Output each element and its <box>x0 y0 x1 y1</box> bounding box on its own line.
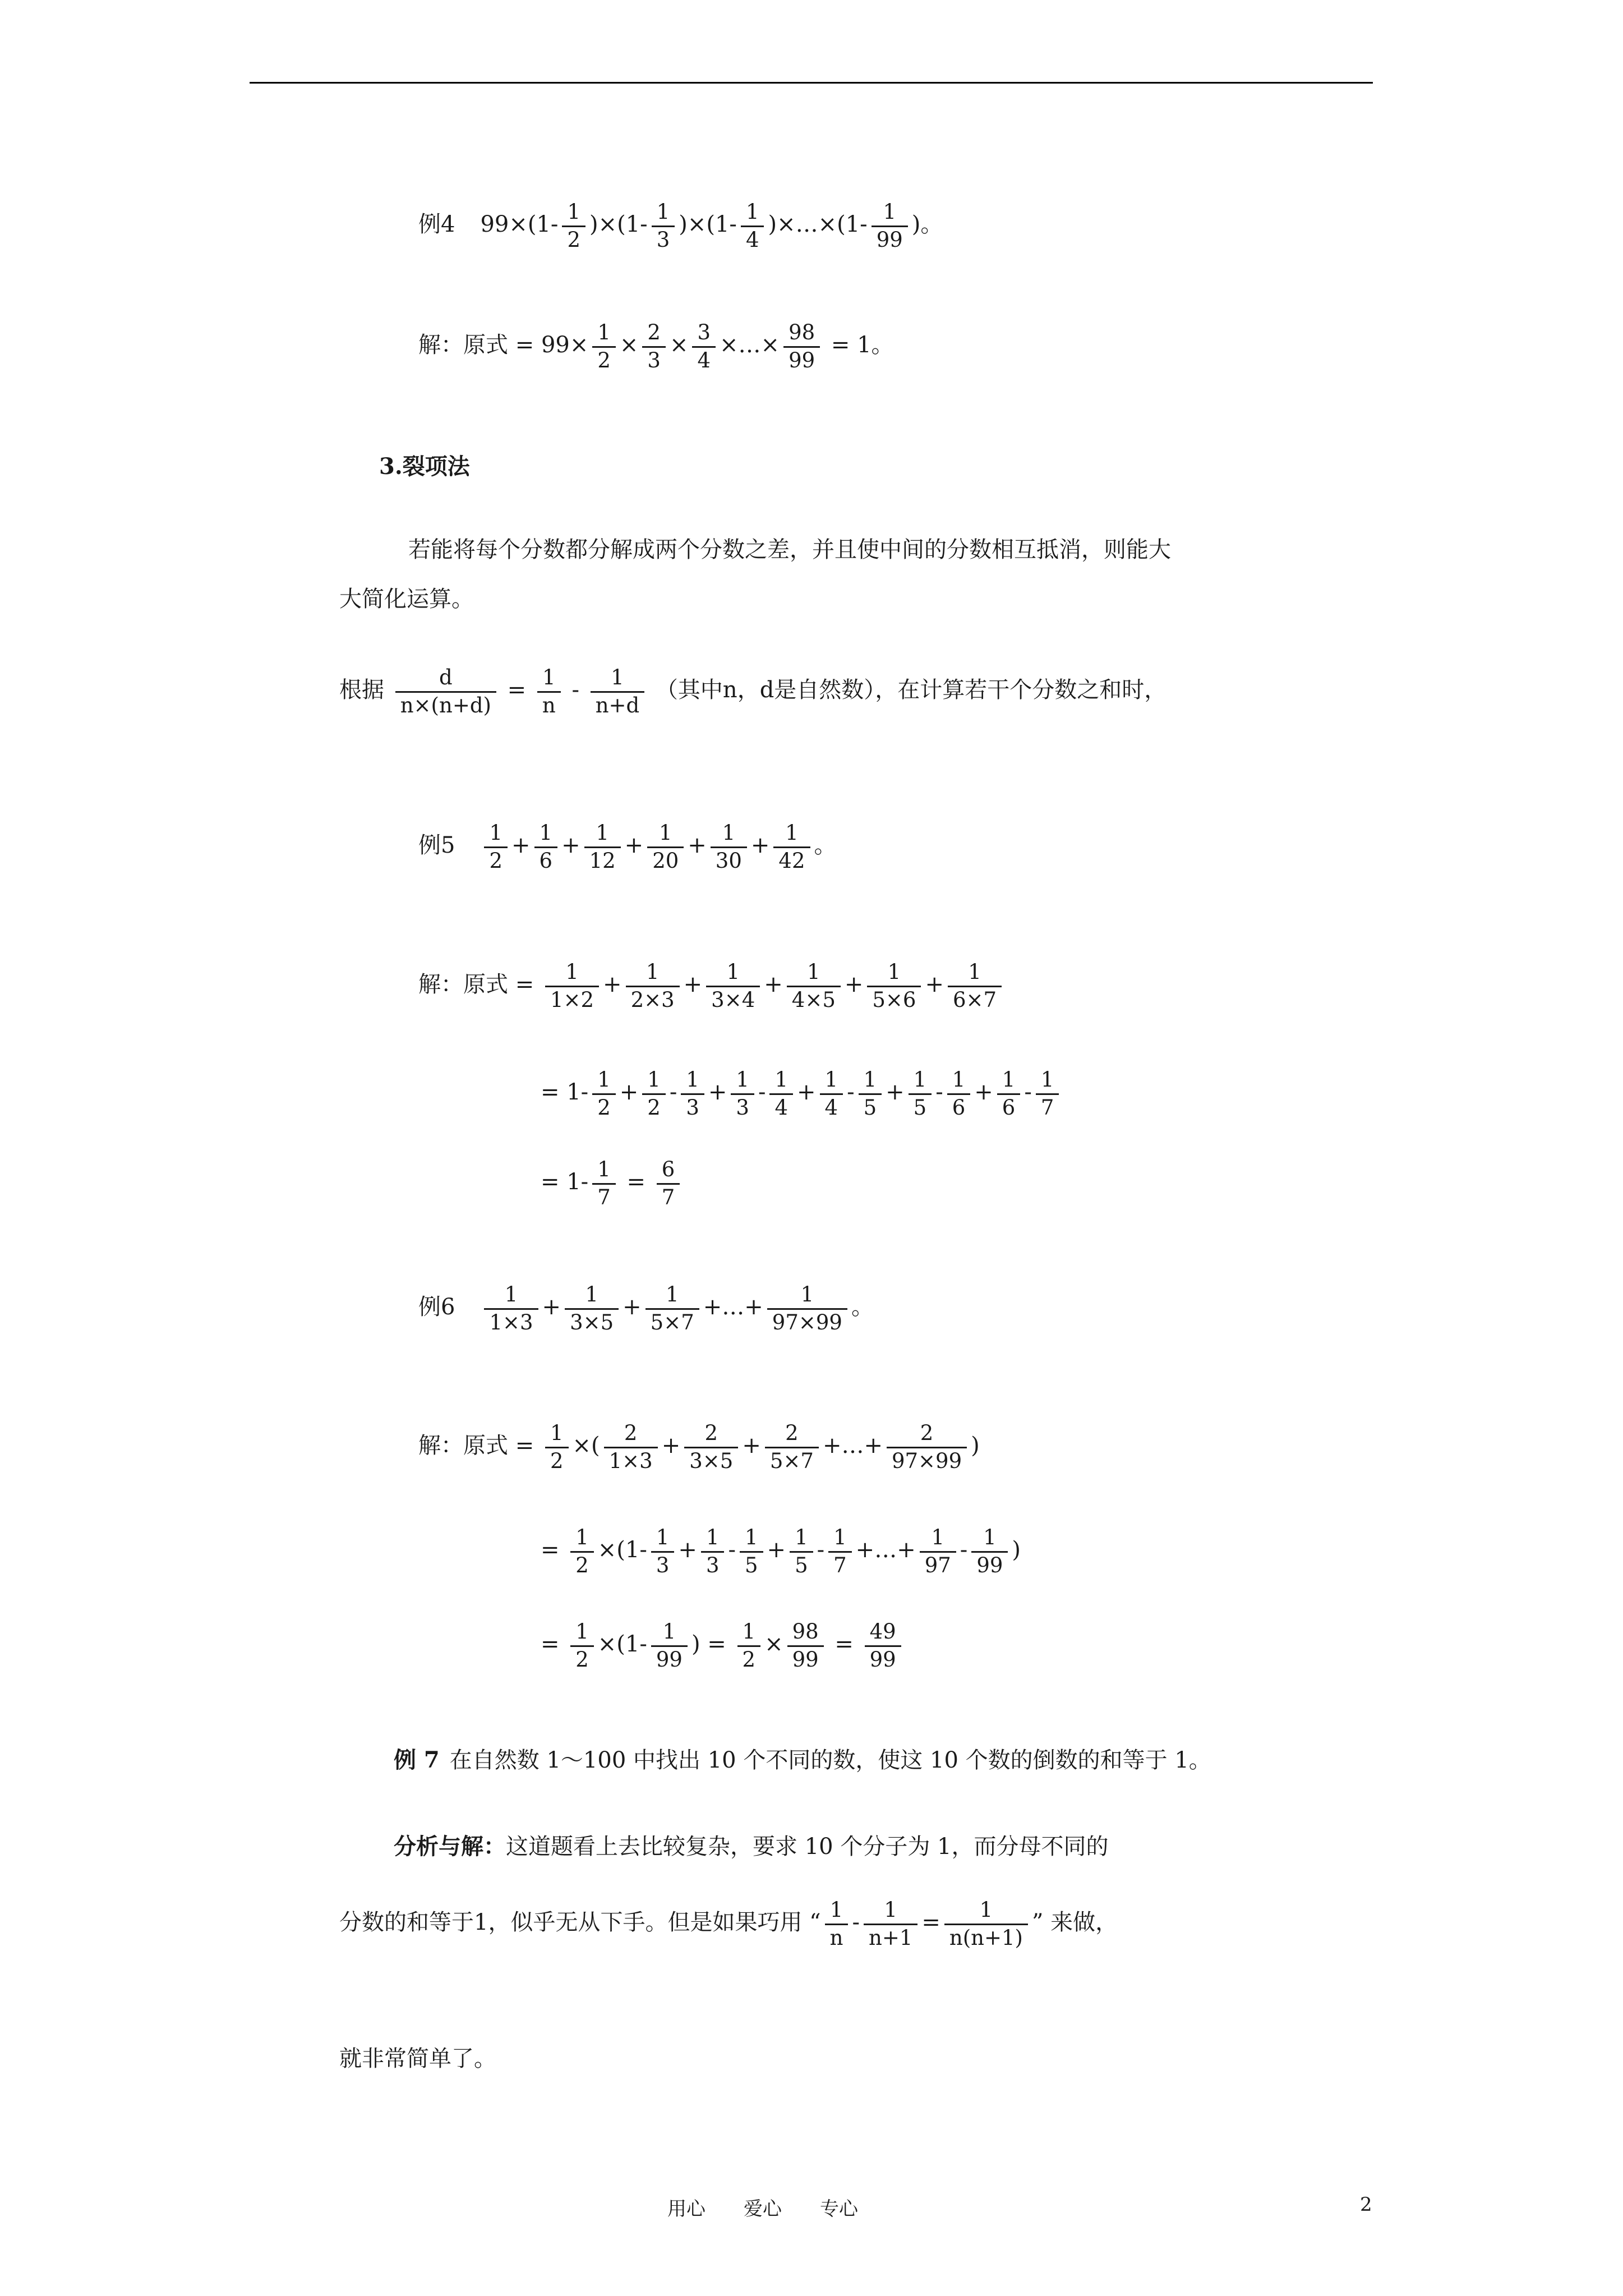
fraction: $\frac{1}{97\times 99}$ <box>767 1282 847 1336</box>
fraction: $\frac{1}{5}$ <box>859 1067 882 1121</box>
example6-solution-line: 解：原式 = $\frac{1}{2}$ ×( $\frac{2}{1\times 3}$ + $\frac{2}{3\times 5}$ + $\frac{2}{5\times 7}$ +…+ $\frac{2}{97\times 99}$ ) <box>418 1420 980 1474</box>
fraction: $\frac{49}{99}$ <box>865 1619 901 1673</box>
fraction: $\frac{1}{n(n+1)}$ <box>944 1897 1028 1951</box>
example7-analysis-line2: 分数的和等于1，似乎无从下手。但是如果巧用 “ $\frac{1}{n}$ - $\frac{1}{n+1}$ = $\frac{1}{n(n+1)}$ ” 来做， <box>339 1897 1118 1951</box>
example5-label: 例5 <box>418 832 455 859</box>
fraction: $\frac{1}{5\times 7}$ <box>645 1282 699 1336</box>
fraction: $\frac{1}{2}$ <box>592 1067 616 1121</box>
fraction: $\frac{1}{30}$ <box>711 820 747 874</box>
fraction: $\frac{1}{2}$ <box>545 1420 569 1474</box>
fraction: $\frac{1}{1\times 3}$ <box>484 1282 538 1336</box>
example7-label: 例 7 <box>394 1747 440 1773</box>
page-number: 2 <box>1360 2193 1372 2216</box>
fraction: $\frac{1}{97}$ <box>920 1525 956 1579</box>
example6-solution-line: = $\frac{1}{2}$ ×(1- $\frac{1}{99}$ ) = $\frac{1}{2}$ × $\frac{98}{99}$ = $\frac{49}{99}$ <box>541 1619 905 1673</box>
example6-solution-line: = $\frac{1}{2}$ ×(1- $\frac{1}{3}$ + $\frac{1}{3}$ - $\frac{1}{5}$ + $\frac{1}{5}$ - $\frac{1}{7}$ +…+ $\frac{1}{97}$ - $\frac{1}{99}$ ) <box>541 1525 1021 1579</box>
fraction: $\frac{1}{20}$ <box>647 820 684 874</box>
example7-problem-text: 在自然数 1～100 中找出 10 个不同的数，使这 10 个数的倒数的和等于 1。 <box>449 1747 1211 1773</box>
fraction: $\frac{1}{2}$ <box>570 1525 594 1579</box>
fraction: $\frac{1}{2}$ <box>570 1619 594 1673</box>
fraction: $\frac{1}{7}$ <box>1036 1067 1059 1121</box>
fraction: $\frac{1}{5}$ <box>790 1525 813 1579</box>
fraction: $\frac{6}{7}$ <box>657 1157 680 1211</box>
example4-expression: 99×(1- $\frac{1}{2}$ )×(1- $\frac{1}{3}$ )×(1- $\frac{1}{4}$ )×…×(1- $\frac{1}{99}$ )。 <box>480 211 943 237</box>
fraction: $\frac{1}{n}$ <box>537 665 561 719</box>
fraction: $\frac{1}{3}$ <box>701 1525 725 1579</box>
fraction: $\frac{1}{n+1}$ <box>864 1897 917 1951</box>
fraction: $\frac{1}{42}$ <box>773 820 810 874</box>
fraction: $\frac{1}{2\times 3}$ <box>626 959 680 1013</box>
example7-analysis-line3: 就非常简单了。 <box>339 2046 496 2072</box>
fraction: $\frac{1}{99}$ <box>872 199 908 253</box>
fraction: $\frac{1}{3\times 5}$ <box>565 1282 619 1336</box>
fraction: $\frac{1}{1\times 2}$ <box>545 959 599 1013</box>
footer-motto: 用心 爱心 专心 <box>667 2198 858 2220</box>
example5-expression: $\frac{1}{2}$ + $\frac{1}{6}$ + $\frac{1}{12}$ + $\frac{1}{20}$ + $\frac{1}{30}$ + $\frac{1}{42}$ 。 <box>480 832 836 858</box>
fraction: $\frac{1}{5}$ <box>740 1525 763 1579</box>
fraction: $\frac{1}{12}$ <box>584 820 621 874</box>
example5-solution-line: 解：原式 = $\frac{1}{1\times 2}$ + $\frac{1}{2\times 3}$ + $\frac{1}{3\times 4}$ + $\frac{1}{4\times 5}$ + $\frac{1}{5\times 6}$ + $\frac{1}{6\times 7}$ <box>418 959 1006 1013</box>
fraction: $\frac{d}{n\times(n+d)}$ <box>395 665 496 719</box>
example5-solution-line: = 1- $\frac{1}{7}$ = $\frac{6}{7}$ <box>541 1157 684 1211</box>
fraction: $\frac{1}{3}$ <box>651 1525 675 1579</box>
example4-solution: 解：原式 = 99× $\frac{1}{2}$ × $\frac{2}{3}$ × $\frac{3}{4}$ ×…× $\frac{98}{99}$ = 1。 <box>418 320 894 374</box>
fraction: $\frac{1}{2}$ <box>737 1619 761 1673</box>
example6-problem <box>418 1282 874 1336</box>
fraction: $\frac{1}{n+d}$ <box>591 665 645 719</box>
header-rule <box>250 82 1373 84</box>
fraction: $\frac{98}{99}$ <box>787 1619 824 1673</box>
fraction: $\frac{1}{6}$ <box>997 1067 1021 1121</box>
fraction: $\frac{1}{3}$ <box>652 199 675 253</box>
section3-formula: 根据 $\frac{d}{n\times(n+d)}$ = $\frac{1}{n}$ - $\frac{1}{n+d}$ （其中n，d是自然数），在计算若干个分数之和时， <box>339 665 1166 719</box>
example7-problem <box>394 1743 1211 1777</box>
fraction: $\frac{1}{7}$ <box>828 1525 852 1579</box>
fraction: $\frac{2}{5\times 7}$ <box>765 1420 819 1474</box>
example6-expression: $\frac{1}{1\times 3}$ + $\frac{1}{3\times 5}$ + $\frac{1}{5\times 7}$ +…+ $\frac{1}{97\times 99}$ 。 <box>480 1294 874 1320</box>
fraction: $\frac{1}{2}$ <box>642 1067 666 1121</box>
fraction: $\frac{1}{3\times 4}$ <box>706 959 760 1013</box>
fraction: $\frac{1}{4\times 5}$ <box>787 959 841 1013</box>
fraction: $\frac{1}{6}$ <box>947 1067 971 1121</box>
fraction: $\frac{1}{3}$ <box>731 1067 754 1121</box>
section3-heading: 3.裂项法 <box>379 453 470 480</box>
fraction: $\frac{2}{3\times 5}$ <box>684 1420 738 1474</box>
fraction: $\frac{98}{99}$ <box>783 320 820 374</box>
fraction: $\frac{1}{2}$ <box>562 199 585 253</box>
fraction: $\frac{2}{1\times 3}$ <box>604 1420 658 1474</box>
fraction: $\frac{1}{99}$ <box>971 1525 1008 1579</box>
example5-solution-line: = 1- $\frac{1}{2}$ + $\frac{1}{2}$ - $\frac{1}{3}$ + $\frac{1}{3}$ - $\frac{1}{4}$ + $\frac{1}{4}$ - $\frac{1}{5}$ + $\frac{1}{5}$ - $\frac{1}{6}$ + $\frac{1}{6}$ - $\frac{1}{7}$ <box>541 1067 1063 1121</box>
fraction: $\frac{3}{4}$ <box>692 320 716 374</box>
fraction: $\frac{1}{4}$ <box>769 1067 793 1121</box>
fraction: $\frac{2}{97\times 99}$ <box>887 1420 967 1474</box>
fraction: $\frac{1}{4}$ <box>820 1067 843 1121</box>
fraction: $\frac{1}{5\times 6}$ <box>867 959 921 1013</box>
fraction: $\frac{2}{3}$ <box>642 320 666 374</box>
example6-label: 例6 <box>418 1294 455 1320</box>
fraction: $\frac{1}{2}$ <box>484 820 508 874</box>
example7-analysis-line1 <box>394 1830 1109 1864</box>
example4-label: 例4 <box>418 211 455 238</box>
example7-analysis-text: 这道题看上去比较复杂，要求 10 个分子为 1，而分母不同的 <box>506 1834 1109 1860</box>
fraction: $\frac{1}{4}$ <box>741 199 764 253</box>
fraction: $\frac{1}{99}$ <box>651 1619 688 1673</box>
section3-intro-line2: 大简化运算。 <box>339 586 474 612</box>
example7-analysis-label: 分析与解： <box>394 1833 506 1860</box>
fraction: $\frac{1}{n}$ <box>825 1897 849 1951</box>
example4-problem <box>418 199 943 253</box>
fraction: $\frac{1}{6\times 7}$ <box>948 959 1002 1013</box>
fraction: $\frac{1}{2}$ <box>592 320 616 374</box>
fraction: $\frac{1}{5}$ <box>909 1067 932 1121</box>
section3-intro-line1: 若能将每个分数都分解成两个分数之差，并且使中间的分数相互抵消，则能大 <box>408 537 1171 563</box>
example5-problem <box>418 820 837 874</box>
fraction: $\frac{1}{7}$ <box>592 1157 616 1211</box>
fraction: $\frac{1}{6}$ <box>534 820 558 874</box>
fraction: $\frac{1}{3}$ <box>681 1067 704 1121</box>
